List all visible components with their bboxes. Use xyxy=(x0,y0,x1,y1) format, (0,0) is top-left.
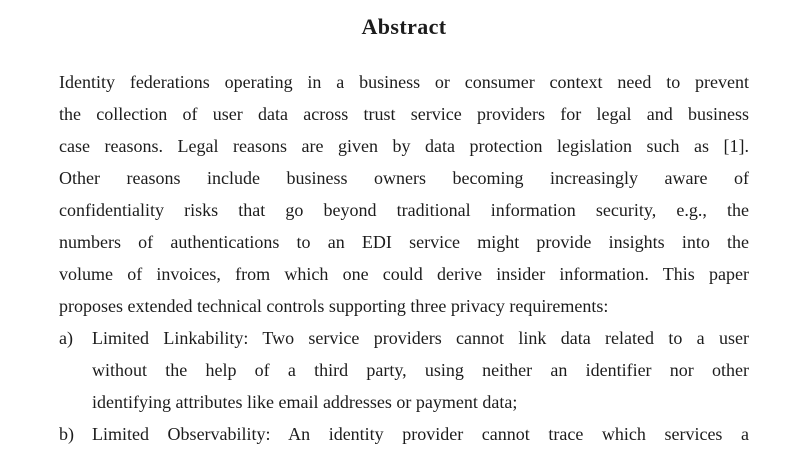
list-item-a xyxy=(59,322,749,418)
abstract-heading: Abstract xyxy=(361,14,447,39)
paragraph-line: numbers of authentications to an EDI service might provide insights into the xyxy=(59,232,749,252)
abstract-paragraph xyxy=(59,66,749,322)
list-item-marker: a) xyxy=(59,328,73,348)
paragraph-line: Other reasons include business owners becoming increasingly aware of xyxy=(59,168,749,188)
paragraph-line: proposes extended technical controls supporting three privacy requirements: xyxy=(59,296,609,316)
list-item-marker: b) xyxy=(59,424,74,444)
paragraph-line: case reasons. Legal reasons are given by data protection legislation such as [1]. xyxy=(59,136,749,156)
list-item-b xyxy=(59,418,749,450)
paragraph-line: the collection of user data across trust service providers for legal and business xyxy=(59,104,749,124)
paragraph-line: volume of invoices, from which one could derive insider information. This paper xyxy=(59,264,749,284)
paragraph-line: Identity federations operating in a business or consumer context need to prevent xyxy=(59,72,749,92)
paragraph-line: confidentiality risks that go beyond traditional information security, e.g., the xyxy=(59,200,749,220)
list-item-line: Limited Linkability: Two service providers cannot link data related to a user xyxy=(92,328,749,348)
list-item-line: identifying attributes like email addresses or payment data; xyxy=(92,392,518,412)
list-item-text xyxy=(92,322,749,418)
list-item-line: without the help of a third party, using neither an identifier nor other xyxy=(92,360,749,380)
abstract-body xyxy=(59,66,749,450)
abstract-requirements-list xyxy=(59,322,749,450)
list-item-text xyxy=(92,418,749,450)
list-item-line: Limited Observability: An identity provider cannot trace which services a xyxy=(92,424,749,444)
